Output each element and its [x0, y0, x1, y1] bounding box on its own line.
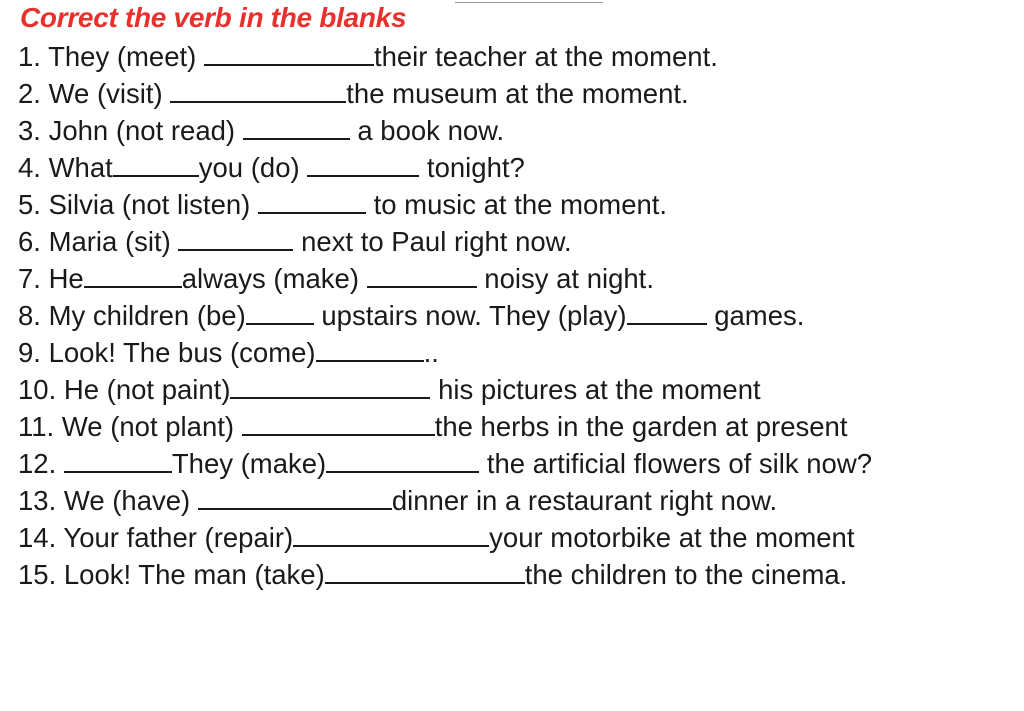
exercise-text: always (make) — [181, 263, 367, 294]
exercise-item-14 — [18, 519, 1024, 556]
exercise-text: noisy at night. — [476, 263, 654, 294]
exercise-text: their teacher at the moment. — [373, 41, 718, 72]
exercise-list — [18, 38, 1024, 593]
exercise-text: the herbs in the garden at present — [434, 411, 848, 442]
exercise-text: 1. They (meet) — [18, 41, 204, 72]
exercise-text: 13. We (have) — [18, 485, 198, 516]
answer-blank[interactable] — [293, 519, 489, 547]
exercise-text: to music at the moment. — [365, 189, 668, 220]
worksheet-title: Correct the verb in the blanks — [20, 2, 407, 33]
answer-blank[interactable] — [178, 223, 293, 251]
exercise-text: .. — [423, 337, 439, 368]
exercise-text: 8. My children (be) — [18, 300, 246, 331]
exercise-text: 11. We (not plant) — [18, 411, 242, 442]
exercise-item-4 — [18, 149, 1024, 186]
answer-blank[interactable] — [243, 112, 350, 140]
exercise-text: his pictures at the moment — [430, 374, 761, 405]
exercise-text: 15. Look! The man (take) — [18, 559, 325, 590]
exercise-text: 4. What — [18, 152, 113, 183]
answer-blank[interactable] — [325, 556, 525, 584]
exercise-item-9 — [18, 334, 1024, 371]
exercise-text: They (make) — [171, 448, 327, 479]
exercise-text: 12. — [18, 448, 64, 479]
answer-blank[interactable] — [242, 408, 435, 436]
answer-blank[interactable] — [627, 297, 707, 325]
exercise-item-11 — [18, 408, 1024, 445]
exercise-text: your motorbike at the moment — [489, 522, 855, 553]
answer-blank[interactable] — [230, 371, 430, 399]
answer-blank[interactable] — [316, 334, 424, 362]
answer-blank[interactable] — [326, 445, 479, 473]
exercise-item-3 — [18, 112, 1024, 149]
exercise-text: dinner in a restaurant right now. — [391, 485, 778, 516]
exercise-text: 14. Your father (repair) — [18, 522, 294, 553]
answer-blank[interactable] — [170, 75, 346, 103]
exercise-text: 2. We (visit) — [18, 78, 171, 109]
exercise-text: the children to the cinema. — [524, 559, 848, 590]
answer-blank[interactable] — [198, 482, 392, 510]
answer-blank[interactable] — [367, 260, 477, 288]
answer-blank[interactable] — [246, 297, 314, 325]
exercise-text: you (do) — [198, 152, 308, 183]
exercise-item-1 — [18, 38, 1024, 75]
answer-blank[interactable] — [84, 260, 182, 288]
exercise-text: 6. Maria (sit) — [18, 226, 179, 257]
exercise-text: upstairs now. They (play) — [313, 300, 627, 331]
answer-blank[interactable] — [204, 38, 374, 66]
exercise-text: the museum at the moment. — [346, 78, 689, 109]
exercise-item-13 — [18, 482, 1024, 519]
exercise-item-6 — [18, 223, 1024, 260]
exercise-item-5 — [18, 186, 1024, 223]
exercise-text: 10. He (not paint) — [18, 374, 231, 405]
answer-blank[interactable] — [113, 149, 199, 177]
exercise-item-10 — [18, 371, 1024, 408]
exercise-text: a book now. — [349, 115, 505, 146]
exercise-item-15 — [18, 556, 1024, 593]
exercise-item-2 — [18, 75, 1024, 112]
exercise-item-12 — [18, 445, 1024, 482]
exercise-text: 3. John (not read) — [18, 115, 243, 146]
answer-blank[interactable] — [307, 149, 419, 177]
exercise-text: 7. He — [18, 263, 84, 294]
answer-blank[interactable] — [258, 186, 366, 214]
exercise-text: tonight? — [419, 152, 525, 183]
exercise-text: 5. Silvia (not listen) — [18, 189, 258, 220]
answer-blank[interactable] — [64, 445, 172, 473]
top-divider — [455, 2, 603, 3]
exercise-item-8 — [18, 297, 1024, 334]
exercise-text: games. — [706, 300, 805, 331]
exercise-item-7 — [18, 260, 1024, 297]
exercise-text: the artificial flowers of silk now? — [479, 448, 873, 479]
exercise-text: next to Paul right now. — [293, 226, 572, 257]
exercise-text: 9. Look! The bus (come) — [18, 337, 316, 368]
